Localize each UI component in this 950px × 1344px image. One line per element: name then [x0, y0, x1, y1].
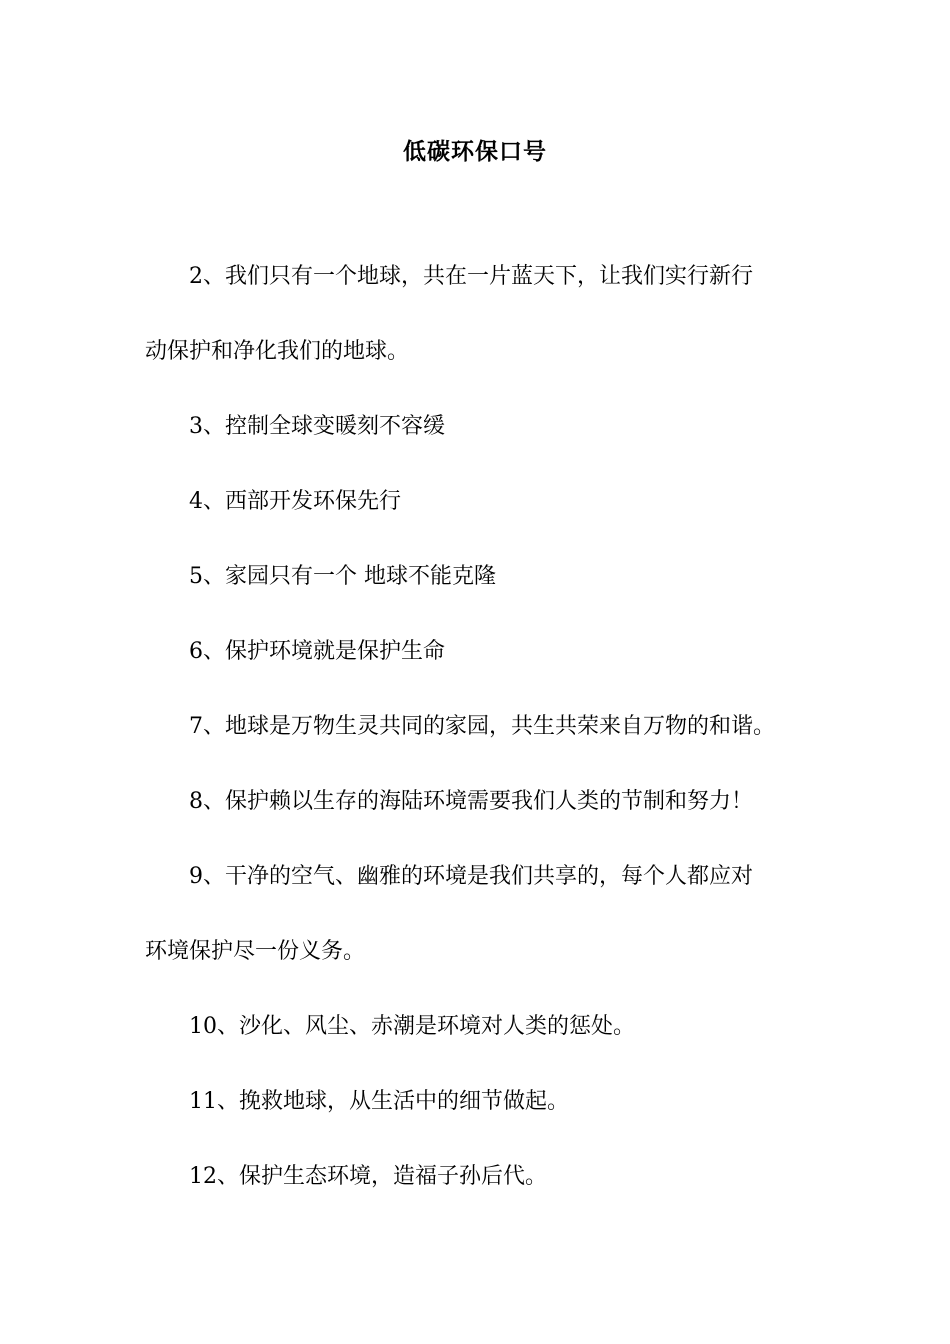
slogan-line: 环境保护尽一份义务。 — [145, 939, 366, 964]
slogan-item-12 — [145, 1158, 825, 1195]
slogan-line: 10、沙化、风尘、赤潮是环境对人类的惩处。 — [189, 1014, 635, 1039]
slogan-list — [145, 258, 825, 1233]
slogan-item-7 — [145, 708, 825, 745]
slogan-line: 3、控制全球变暖刻不容缓 — [189, 414, 445, 439]
slogan-item-4 — [145, 483, 825, 520]
slogan-item-2 — [145, 239, 825, 389]
slogan-line: 11、挽救地球，从生活中的细节做起。 — [189, 1089, 569, 1114]
slogan-item-8 — [145, 783, 825, 820]
slogan-item-11 — [145, 1083, 825, 1120]
slogan-line: 6、保护环境就是保护生命 — [189, 639, 445, 664]
slogan-line: 7、地球是万物生灵共同的家园，共生共荣来自万物的和谐。 — [189, 714, 775, 739]
document-title: 低碳环保口号 — [403, 139, 547, 165]
slogan-line: 9、干净的空气、幽雅的环境是我们共享的，每个人都应对 — [189, 864, 753, 889]
slogan-line: 8、保护赖以生存的海陆环境需要我们人类的节制和努力！ — [189, 789, 753, 814]
slogan-item-9 — [145, 839, 825, 989]
slogan-line: 5、家园只有一个 地球不能克隆 — [189, 564, 496, 589]
slogan-item-10 — [145, 1008, 825, 1045]
slogan-line: 动保护和净化我们的地球。 — [145, 339, 410, 364]
slogan-line: 12、保护生态环境，造福子孙后代。 — [189, 1164, 547, 1189]
slogan-item-3 — [145, 408, 825, 445]
slogan-item-6 — [145, 633, 825, 670]
slogan-item-5 — [145, 558, 825, 595]
slogan-line: 2、我们只有一个地球，共在一片蓝天下，让我们实行新行 — [189, 264, 753, 289]
slogan-line: 4、西部开发环保先行 — [189, 489, 401, 514]
